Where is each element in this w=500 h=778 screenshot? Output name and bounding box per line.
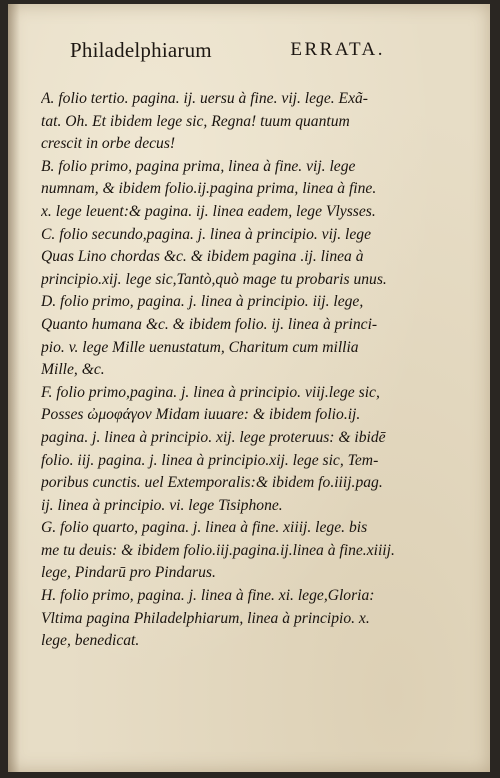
text-line: Quanto humana &c. & ibidem folio. ij. linea à princi- [41, 315, 378, 333]
text-line: pio. v. lege Mille uenustatum, Charitum cum millia [41, 338, 359, 356]
text-line: me tu deuis: & ibidem folio.iij.pagina.ij.linea à fine.xiiij. [41, 541, 395, 559]
errata-text [41, 88, 436, 653]
text-line: Quas Lino chordas &c. & ibidem pagina .ij. linea à [41, 248, 364, 266]
text-line: tat. Oh. Et ibidem lege sic, Regna! tuum quantum [41, 112, 350, 130]
text-line: C. folio secundo,pagina. j. linea à principio. vij. lege [41, 225, 372, 243]
page-header [70, 38, 385, 64]
text-line: F. folio primo,pagina. j. linea à principio. viij.lege sic, [41, 383, 380, 401]
text-line: principio.xij. lege sic,Tantò,quò mage tu probaris unus. [41, 270, 387, 288]
text-line: A. folio tertio. pagina. ij. uersu à fine. vij. lege. Exã- [41, 90, 368, 107]
text-line: ij. linea à principio. vi. lege Tisiphone. [41, 496, 283, 514]
text-line: numnam, & ibidem folio.ij.pagina prima, linea à fine. [41, 180, 377, 198]
text-line: B. folio primo, pagina prima, linea à fine. vij. lege [41, 157, 356, 175]
text-line: folio. iij. pagina. j. linea à principio.xij. lege sic, Tem- [41, 451, 379, 469]
section-title: ERRATA. [290, 39, 385, 60]
text-line: G. folio quarto, pagina. j. linea à fine. xiiij. lege. bis [41, 519, 368, 537]
text-line: Mille, &c. [41, 361, 105, 379]
running-title: Philadelphiarum [70, 38, 212, 62]
text-line: pagina. j. linea à principio. xij. lege proteruus: & ibidē [41, 428, 386, 446]
text-line: Posses ὠμοφάγον Midam iuuare: & ibidem folio.ij. [41, 406, 361, 424]
text-line: H. folio primo, pagina. j. linea à fine. xi. lege,Gloria: [41, 587, 375, 605]
text-line: Vltima pagina Philadelphiarum, linea à principio. x. [41, 609, 370, 627]
text-line: poribus cunctis. uel Extemporalis:& ibidem fo.iiij.pag. [41, 474, 383, 492]
book-page [8, 4, 490, 772]
text-line: x. lege leuent:& pagina. ij. linea eadem, lege Vlysses. [41, 202, 376, 220]
text-line: D. folio primo, pagina. j. linea à principio. iij. lege, [41, 293, 364, 311]
text-line: lege, benedicat. [41, 632, 140, 650]
page-gutter-shadow [8, 4, 20, 772]
text-line: crescit in orbe decus! [41, 135, 176, 153]
text-line: lege, Pindarū pro Pindarus. [41, 564, 216, 582]
